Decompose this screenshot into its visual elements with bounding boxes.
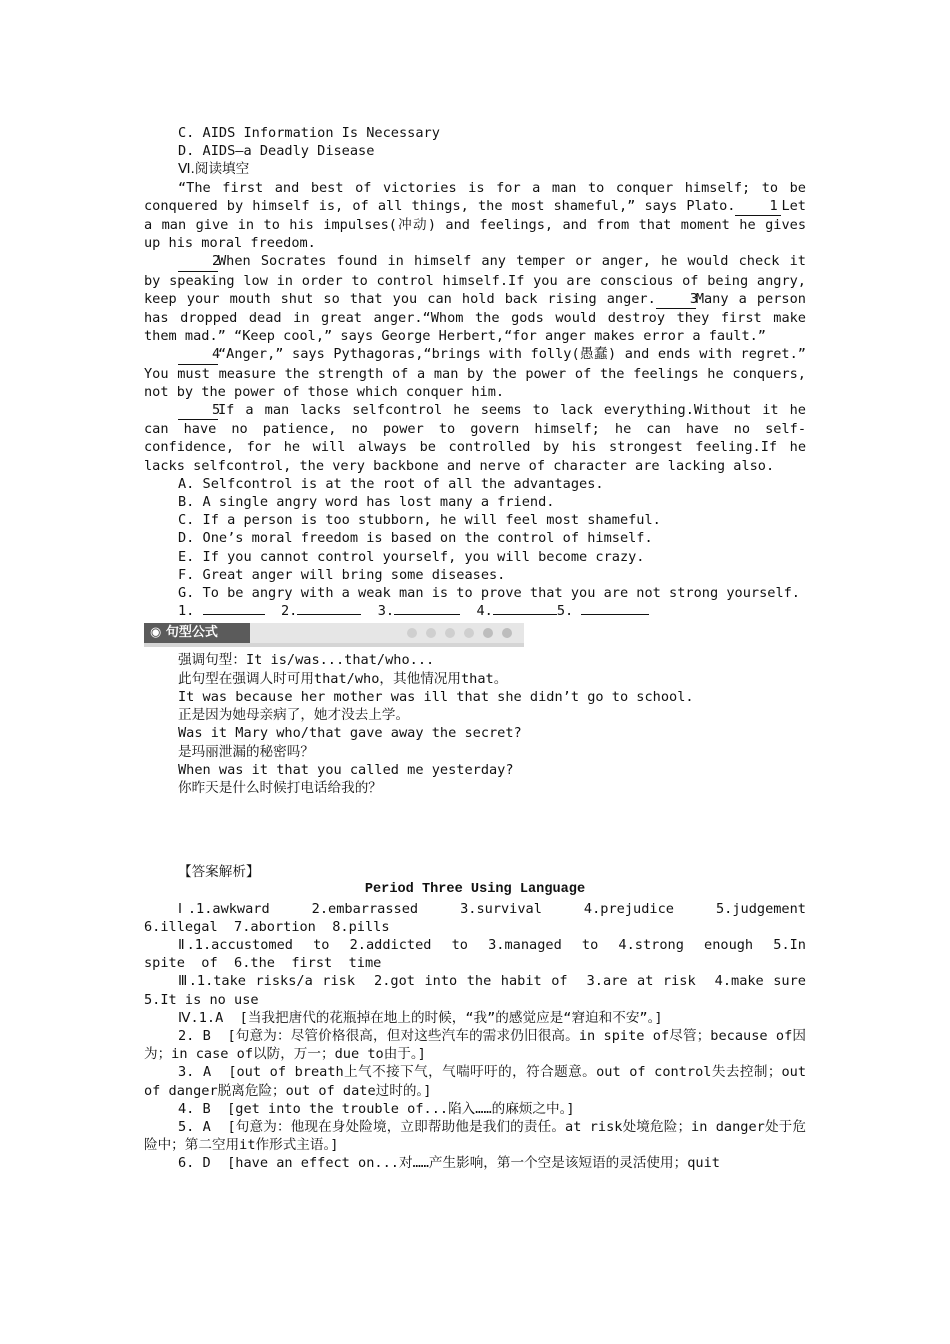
passage-paragraph-2 [144, 252, 815, 345]
blank-5[interactable]: 5 [178, 401, 218, 420]
answer-line: Ⅲ.1.take risks/a risk 2.got into the habit of 3.are at risk 4.make sure 5.It is no use [144, 973, 815, 1008]
answer-line: 5. A [句意为：他现在身处险境，立即帮助他是我们的责任。at risk处境危险；in danger处于危险中；第二空用it作形式主语。] [144, 1118, 806, 1154]
answer-field-4[interactable] [493, 614, 557, 615]
answer-field-5[interactable] [581, 614, 649, 615]
option-d-text: D. AIDS—a Deadly Disease [178, 143, 375, 160]
document-page [144, 124, 815, 1173]
passage-p1-text: “The first and best of victories is for a man to conquer himself; to be conquered by himself is, of all things, the most shameful,” says Plato. [144, 179, 815, 214]
choice-c: C. If a person is too stubborn, he will feel most shameful. [178, 512, 661, 529]
choice-b: B. A single angry word has lost many a friend. [178, 494, 555, 511]
choice-e: E. If you cannot control yourself, you will become crazy. [178, 548, 645, 565]
choice-f: F. Great anger will bring some diseases. [178, 566, 506, 583]
passage-p3-text: “Anger,” says Pythagoras,“brings with folly(愚蠢) and ends with regret.” You must measure the strength of a man by the power of the feelings he conquers, not by the power of those which conquer him. [144, 346, 815, 400]
period-title: Period Three Using Language [364, 882, 586, 898]
answer-field-2[interactable] [297, 614, 361, 615]
blank-4[interactable]: 4 [178, 345, 218, 364]
formula-line: 你昨天是什么时候打电话给我的？ [178, 779, 382, 796]
passage-p4-text: If a man lacks selfcontrol he seems to lack everything.Without it he can have no patience, no power to govern himself; he can have no self-confidence, for he will always be controlled by his strongest feeling.If he lacks selfcontrol, the very backbone and nerve of character are lacking also. [144, 402, 815, 474]
formula-block [144, 651, 806, 797]
banner-dots-decoration [407, 628, 512, 638]
formula-line: Was it Mary who/that gave away the secret? [178, 725, 522, 742]
passage-paragraph-1 [144, 179, 815, 253]
choice-g: G. To be angry with a weak man is to prove that you are not strong yourself. [178, 585, 800, 602]
answer-field-3[interactable] [394, 614, 460, 615]
sentence-pattern-banner [144, 623, 524, 647]
answer-line: Ⅰ.1.awkward 2.embarrassed 3.survival 4.prejudice 5.judgement 6.illegal 7.abortion 8.pills [144, 900, 815, 935]
answer-analysis-heading: 【答案解析】 [178, 864, 260, 881]
passage-paragraph-3 [144, 345, 815, 401]
blank-2[interactable]: 2 [178, 252, 218, 271]
passage-p1-rest: Let a man give in to his impulses(冲动) and feelings, and from that moment he gives up his moral freedom. [144, 197, 815, 252]
answer-field-1[interactable] [203, 614, 265, 615]
banner-bar [250, 623, 524, 643]
section-title-reading-fill: Ⅵ.阅读填空 [178, 161, 250, 178]
blank-3[interactable]: 3 [656, 290, 696, 309]
passage-paragraph-4 [144, 401, 815, 475]
formula-line: It was because her mother was ill that she didn’t go to school. [178, 688, 694, 705]
formula-line: 强调句型：It is/was...that/who... [178, 652, 435, 669]
option-c-text: C. AIDS Information Is Necessary [178, 125, 440, 141]
choice-a: A. Selfcontrol is at the root of all the advantages. [178, 475, 604, 492]
blank-1[interactable]: 1 [735, 197, 781, 216]
answer-line: Ⅱ.1.accustomed to 2.addicted to 3.managed to 4.strong enough 5.In spite of 6.the first time [144, 936, 815, 972]
formula-line: 正是因为她母亲病了，她才没去上学。 [178, 707, 410, 724]
answer-blanks-row: 1. 2. 3. 4. 5. [144, 602, 806, 620]
passage-p2-rest: Many a person has dropped dead in great anger.“Whom the gods would destroy they first make them mad.” “Keep cool,” says George Herbert,“for anger makes error a fault.” [144, 290, 815, 345]
passage-p2-text: When Socrates found in himself any temper or anger, he would check it by speaking low in order to control himself.If you are conscious of being angry, keep your mouth shut so that you can hold back rising anger. [144, 253, 815, 307]
answer-line: 2. B [句意为：尽管价格很高，但对这些汽车的需求仍旧很高。in spite of尽管；because of因为；in case of以防，万一；due to由于。] [144, 1027, 806, 1063]
formula-line: 是玛丽泄漏的秘密吗？ [178, 743, 314, 760]
answer-line: 4. B [get into the trouble of...陷入……的麻烦之中。] [178, 1100, 575, 1117]
answer-line: 3. A [out of breath上气不接下气，气喘吁吁的，符合题意。out of control失去控制；out of danger脱离危险；out of date过时的。] [144, 1064, 815, 1099]
answer-line: 6. D [have an effect on...对……产生影响，第一个空是该短语的灵活使用；quit [178, 1155, 720, 1172]
choice-d: D. One’s moral freedom is based on the control of himself. [178, 530, 653, 547]
formula-line: When was it that you called me yesterday? [178, 761, 514, 778]
answer-line: Ⅳ.1.A [当我把唐代的花瓶掉在地上的时候，“我”的感觉应是“窘迫和不安”。] [178, 1009, 663, 1026]
formula-line: 此句型在强调人时可用that/who，其他情况用that。 [178, 670, 508, 687]
banner-label: ◉ 句型公式 [144, 623, 250, 643]
